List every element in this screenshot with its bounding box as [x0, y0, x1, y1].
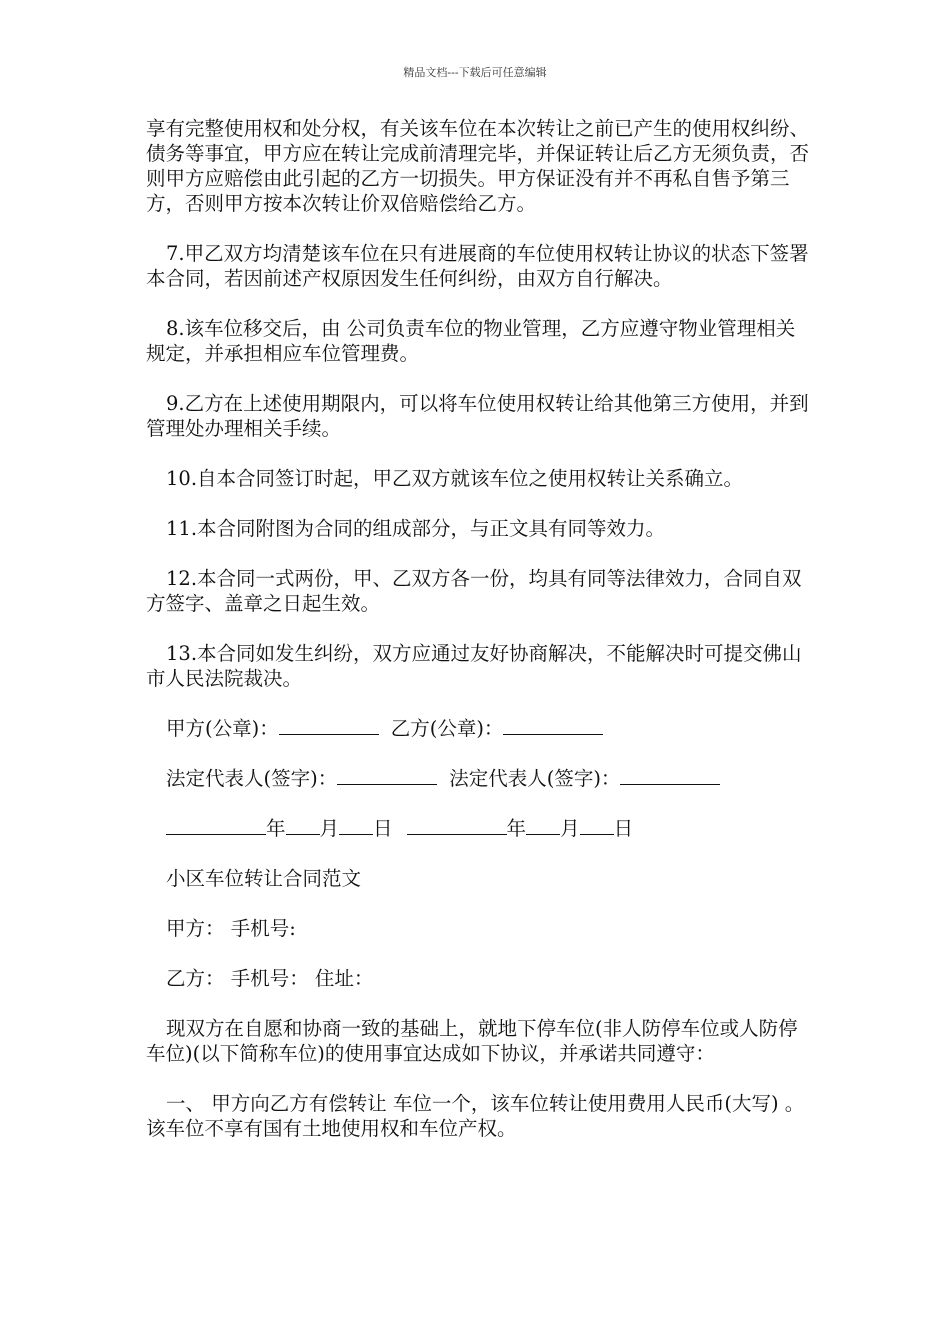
date-b-month-blank[interactable] — [526, 816, 560, 835]
clause-8: 8.该车位移交后，由 公司负责车位的物业管理，乙方应遵守物业管理相关规定，并承担相应车位管理费。 — [146, 317, 796, 365]
agreement-intro: 现双方在自愿和协商一致的基础上，就地下停车位(非人防停车位或人防停车位)(以下简称车位)的使用事宜达成如下协议，并承诺共同遵守： — [146, 1017, 798, 1065]
clause-10: 10.自本合同签订时起，甲乙双方就该车位之使用权转让关系确立。 — [166, 467, 744, 490]
date-line — [146, 816, 810, 841]
section-title: 小区车位转让合同范文 — [166, 867, 362, 890]
date-a-month-blank[interactable] — [286, 816, 320, 835]
date-a-year-blank[interactable] — [166, 816, 266, 835]
party-a-line: 甲方： 手机号: — [166, 917, 296, 940]
date-b-day: 日 — [613, 817, 634, 840]
clause-11: 11.本合同附图为合同的组成部分，与正文具有同等效力。 — [166, 517, 666, 540]
rep-b-label: 法定代表人(签字)： — [449, 767, 621, 790]
party-b-seal-label: 乙方(公章)： — [390, 717, 504, 740]
date-a-day-blank[interactable] — [339, 816, 373, 835]
clause-7: 7.甲乙双方均清楚该车位在只有进展商的车位使用权转让协议的状态下签署本合同，若因前述产权原因发生任何纠纷，由双方自行解决。 — [146, 242, 809, 290]
clause-12: 12.本合同一式两份，甲、乙双方各一份，均具有同等法律效力，合同自双方签字、盖章之日起生效。 — [146, 567, 802, 615]
rep-a-label: 法定代表人(签字)： — [166, 767, 338, 790]
clause-one: 一、 甲方向乙方有偿转让 车位一个，该车位转让使用费用人民币(大写) 。该车位不享有国有土地使用权和车位产权。 — [146, 1092, 805, 1140]
representative-line — [146, 766, 810, 791]
date-a-month: 月 — [319, 817, 340, 840]
date-b-day-blank[interactable] — [580, 816, 614, 835]
date-b-year-blank[interactable] — [407, 816, 507, 835]
party-a-seal-label: 甲方(公章)： — [166, 717, 279, 740]
clause-9: 9.乙方在上述使用期限内，可以将车位使用权转让给其他第三方使用，并到管理处办理相关手续。 — [146, 392, 809, 440]
contract-body — [146, 116, 810, 1141]
clause-13: 13.本合同如发生纠纷，双方应通过友好协商解决，不能解决时可提交佛山市人民法院裁决。 — [146, 642, 802, 690]
date-b-month: 月 — [560, 817, 580, 840]
rep-a-blank[interactable] — [337, 766, 437, 785]
date-b-year: 年 — [506, 817, 527, 840]
page-header: 精品文档---下载后可任意编辑 — [403, 66, 547, 79]
date-a-day: 日 — [373, 817, 393, 840]
party-a-seal-blank[interactable] — [279, 716, 379, 735]
seal-line — [146, 716, 810, 741]
rep-b-blank[interactable] — [620, 766, 720, 785]
date-a-year: 年 — [266, 817, 286, 840]
paragraph-continued: 享有完整使用权和处分权，有关该车位在本次转让之前已产生的使用权纠纷、债务等事宜，甲方应在转让完成前清理完毕，并保证转让后乙方无须负责，否则甲方应赔偿由此引起的乙方一切损失。甲方保证没有并不再私自售予第三方，否则甲方按本次转让价双倍赔偿给乙方。 — [146, 117, 810, 215]
party-b-seal-blank[interactable] — [503, 716, 603, 735]
party-b-line: 乙方： 手机号： 住址： — [166, 967, 374, 990]
